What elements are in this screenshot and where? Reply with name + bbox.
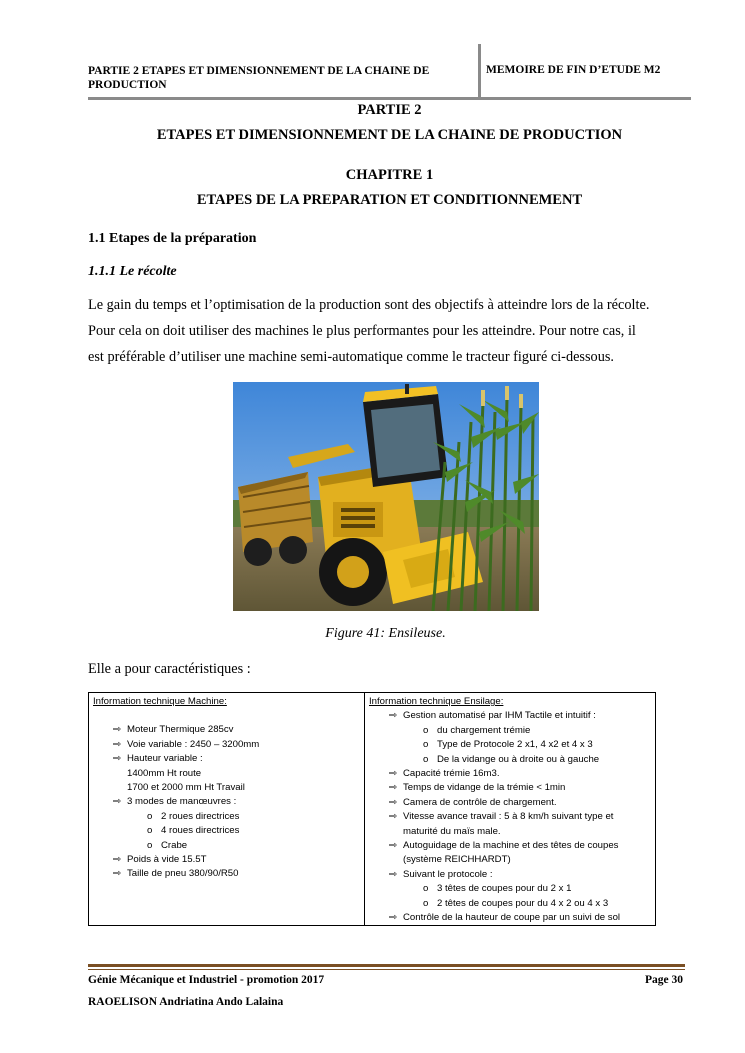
list-item: Camera de contrôle de chargement. bbox=[403, 796, 557, 808]
arrow-icon: ⇨ bbox=[113, 854, 122, 866]
list-item: Suivant le protocole : bbox=[403, 868, 493, 880]
arrow-icon: ⇨ bbox=[113, 724, 122, 736]
list-item: De la vidange ou à droite ou à gauche bbox=[437, 753, 600, 765]
paragraph-line: Le gain du temps et l’optimisation de la production sont des objectifs à atteindre lors de la récolte. bbox=[88, 297, 650, 313]
list-item: maturité du maïs male. bbox=[403, 825, 501, 837]
list-item: Moteur Thermique 285cv bbox=[127, 724, 234, 736]
arrow-icon: ⇨ bbox=[113, 868, 122, 880]
arrow-icon: ⇨ bbox=[113, 738, 122, 750]
arrow-icon: ⇨ bbox=[389, 710, 398, 722]
bullet-icon: o bbox=[423, 724, 429, 736]
chapter-title: ETAPES DE LA PREPARATION ET CONDITIONNEMENT bbox=[196, 192, 583, 208]
arrow-icon: ⇨ bbox=[389, 768, 398, 780]
part-title: ETAPES ET DIMENSIONNEMENT DE LA CHAINE DE PRODUCTION bbox=[156, 127, 623, 143]
arrow-icon: ⇨ bbox=[389, 782, 398, 794]
bullet-icon: o bbox=[423, 753, 429, 765]
list-item: Temps de vidange de la trémie < 1min bbox=[403, 782, 566, 794]
chapter-label: CHAPITRE 1 bbox=[345, 167, 434, 183]
list-item: Autoguidage de la machine et des têtes de coupes bbox=[403, 840, 619, 852]
list-item: 1400mm Ht route bbox=[127, 767, 202, 779]
footer-divider bbox=[88, 964, 685, 967]
bullet-icon: o bbox=[423, 739, 429, 751]
specifications-table bbox=[88, 692, 656, 926]
list-item: 2 roues directrices bbox=[161, 810, 240, 822]
list-item: du chargement trémie bbox=[437, 724, 531, 736]
page-number: Page 30 bbox=[644, 974, 683, 986]
arrow-icon: ⇨ bbox=[389, 840, 398, 852]
bullet-icon: o bbox=[147, 810, 153, 822]
arrow-icon: ⇨ bbox=[389, 868, 398, 880]
list-item: 1700 et 2000 mm Ht Travail bbox=[127, 782, 245, 794]
paragraph-line: Pour cela on doit utiliser des machines le plus performantes pour les atteindre. Pour notre cas, il bbox=[88, 323, 636, 339]
list-item: Contrôle de la hauteur de coupe par un suivi de sol bbox=[403, 912, 621, 924]
list-item: Capacité trémie 16m3. bbox=[403, 768, 500, 780]
bullet-icon: o bbox=[423, 883, 429, 895]
list-item: 4 roues directrices bbox=[161, 825, 240, 837]
header-divider-vertical bbox=[478, 44, 481, 98]
figure-caption: Figure 41: Ensileuse. bbox=[325, 626, 446, 641]
bullet-icon: o bbox=[147, 825, 153, 837]
part-label: PARTIE 2 bbox=[357, 102, 422, 118]
arrow-icon: ⇨ bbox=[389, 912, 398, 924]
header-right-title: MEMOIRE DE FIN D’ETUDE M2 bbox=[486, 64, 661, 76]
ensilage-heading: Information technique Ensilage: bbox=[369, 696, 504, 707]
list-item: 3 têtes de coupes pour du 2 x 1 bbox=[437, 883, 572, 895]
subsection-heading: 1.1.1 Le récolte bbox=[88, 264, 177, 279]
list-item: Type de Protocole 2 x1, 4 x2 et 4 x 3 bbox=[437, 739, 593, 751]
list-item: (système REICHHARDT) bbox=[403, 854, 511, 866]
list-item: Gestion automatisé par IHM Tactile et intuitif : bbox=[403, 710, 596, 722]
footer-author: RAOELISON Andriatina Ando Lalaina bbox=[88, 996, 284, 1008]
machine-heading: Information technique Machine: bbox=[93, 696, 227, 707]
bullet-icon: o bbox=[423, 897, 429, 909]
body-paragraph bbox=[88, 292, 683, 370]
header-divider-horizontal bbox=[88, 97, 691, 100]
list-item: 2 têtes de coupes pour du 4 x 2 ou 4 x 3 bbox=[437, 897, 609, 909]
list-item: Voie variable : 2450 – 3200mm bbox=[127, 738, 260, 750]
arrow-icon: ⇨ bbox=[113, 753, 122, 765]
list-item: Crabe bbox=[161, 839, 188, 851]
arrow-icon: ⇨ bbox=[389, 811, 398, 823]
footer-institution: Génie Mécanique et Industriel - promotion 2017 bbox=[88, 974, 325, 986]
bullet-icon: o bbox=[147, 839, 153, 851]
arrow-icon: ⇨ bbox=[113, 796, 122, 808]
list-item: Hauteur variable : bbox=[127, 753, 203, 765]
list-item: 3 modes de manœuvres : bbox=[127, 796, 237, 808]
ensilage-column bbox=[365, 693, 655, 925]
paragraph-line: est préférable d’utiliser une machine semi-automatique comme le tracteur figuré ci-dessous. bbox=[88, 349, 614, 365]
section-heading: 1.1 Etapes de la préparation bbox=[88, 231, 257, 246]
arrow-icon: ⇨ bbox=[389, 796, 398, 808]
footer-divider-thin bbox=[88, 969, 685, 970]
harvester-photo bbox=[233, 382, 539, 611]
list-item: Poids à vide 15.5T bbox=[127, 854, 207, 866]
header-left-title: PARTIE 2 ETAPES ET DIMENSIONNEMENT DE LA CHAINE DE PRODUCTION bbox=[88, 65, 430, 91]
machine-column bbox=[89, 693, 365, 925]
list-item: Vitesse avance travail : 5 à 8 km/h suivant type et bbox=[403, 811, 614, 823]
list-item: Taille de pneu 380/90/R50 bbox=[127, 868, 239, 880]
characteristics-intro: Elle a pour caractéristiques : bbox=[88, 661, 251, 677]
